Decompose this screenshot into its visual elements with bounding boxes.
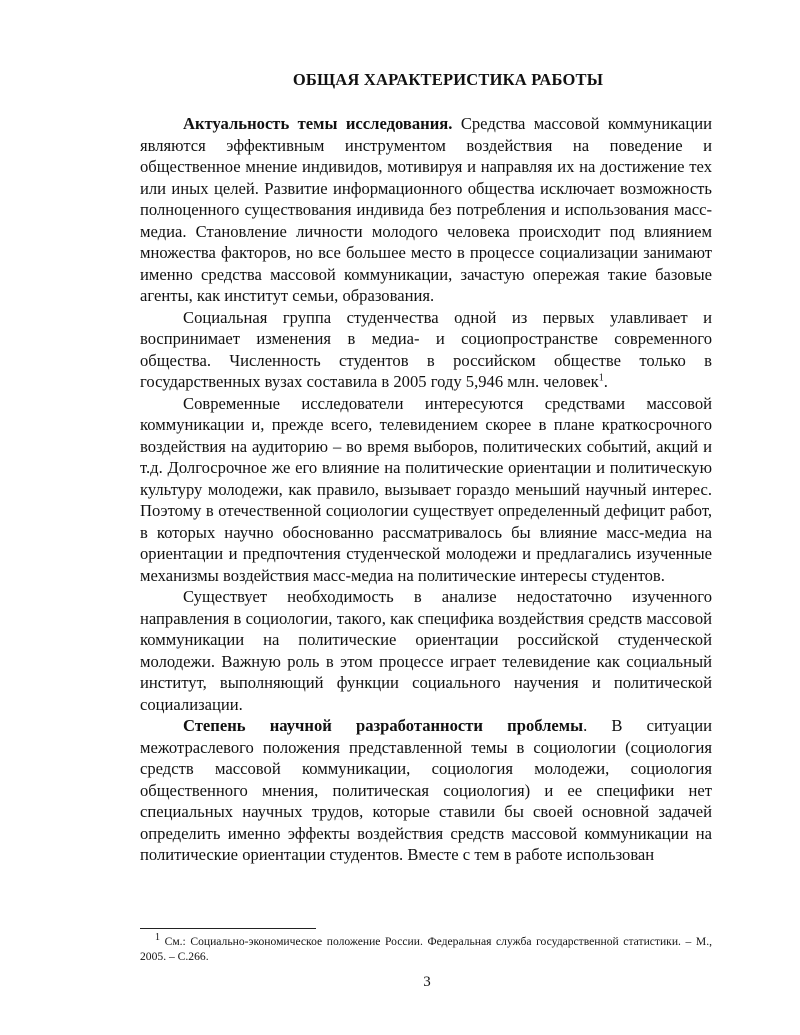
paragraph-students: [140, 307, 712, 393]
paragraph-text: Средства массовой коммуникации являются эффективным инструментом воздействия на поведение и общественное мнение индивидов, мотивируя и направляя их на достижение тех или иных целей. Развитие информационного общества исключает возможность полноценного существования индивида без потребления и использования масс-медиа. Становление личности молодого человека происходит под влиянием множества факторов, но все большее место в процессе социализации занимают именно средства массовой коммуникации, зачастую опережая такие базовые агенты, как институт семьи, образования.: [140, 114, 712, 305]
paragraph-lead-degree: Степень научной разработанности проблемы: [183, 716, 584, 735]
footnote-separator: [140, 928, 316, 929]
body-text: [140, 113, 712, 866]
paragraph-text: Существует необходимость в анализе недостаточно изученного направления в социологии, такого, как специфика воздействия средств массовой коммуникации на политические ориентации российской студенческой молодежи. Важную роль в этом процессе играет телевидение как социальный институт, выполняющий функции социального научения и политической социализации.: [140, 587, 712, 714]
paragraph-necessity: [140, 586, 712, 715]
paragraph-text: Современные исследователи интересуются средствами массовой коммуникации и, прежде всего, телевидением скорее в плане краткосрочного воздействия на аудиторию – во время выборов, политических событий, акций и т.д. Долгосрочное же его влияние на политические ориентации и политическую культуру молодежи, как правило, вызывает гораздо меньший научный интерес. Поэтому в отечественной социологии существует определенный дефицит работ, в которых научно обоснованно рассматривалось бы влияние масс-медиа на ориентации и предпочтения студенческой молодежи и предлагались изученные механизмы воздействия масс-медиа на политические интересы студентов.: [140, 393, 712, 585]
footnote-text: См.: Социально-экономическое положение России. Федеральная служба государственной статистики. – М., 2005. – С.266.: [140, 935, 712, 963]
paragraph-relevance: [140, 113, 712, 307]
page-title: ОБЩАЯ ХАРАКТЕРИСТИКА РАБОТЫ: [292, 70, 604, 89]
paragraph-tail: .: [603, 372, 608, 391]
paragraph-lead-relevance: Актуальность темы исследования.: [183, 114, 453, 133]
paragraph-text: . В ситуации межотраслевого положения представленной темы в социологии (социология средств массовой коммуникации, социология молодежи, социология общественного мнения, политическая социология) и ее специфики нет специальных научных трудов, которые ставили бы своей основной задачей определить именно эффекты воздействия средств массовой коммуникации на политические ориентации студентов. Вместе с тем в работе использован: [140, 716, 712, 864]
page-number: 3: [423, 974, 431, 990]
paragraph-text: Социальная группа студенчества одной из первых улавливает и воспринимает изменения в медиа- и социопространстве современного общества. Численность студентов в российском обществе только в государственных вузах составила в 2005 году 5,946 млн. человек: [140, 307, 712, 391]
footnote-mark: 1: [155, 932, 160, 944]
paragraph-degree: [140, 715, 712, 866]
paragraph-researchers: [140, 393, 712, 587]
footnote: [140, 934, 712, 964]
footnote-reference: 1: [598, 372, 604, 384]
